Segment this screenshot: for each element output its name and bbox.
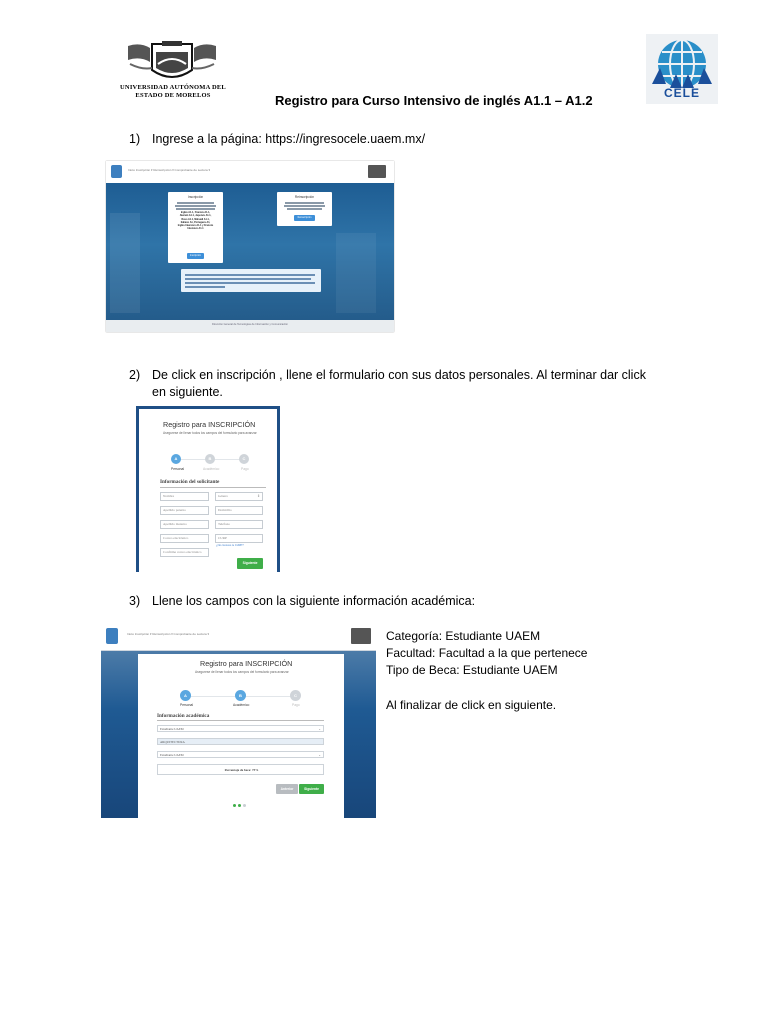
site-header: [101, 624, 376, 651]
step-label-a: Personal: [171, 467, 185, 471]
apellido-materno-input[interactable]: Apellido materno: [160, 520, 209, 529]
step-number: 1): [129, 132, 141, 146]
site-footer: Dirección General de Tecnologías de Información y Comunicación: [106, 320, 394, 332]
step-circle-b: B: [235, 690, 246, 701]
step-number: 2): [129, 368, 141, 382]
screenshot-personal-form: [136, 406, 280, 572]
cele-small-logo-icon: [106, 628, 118, 644]
site-nav[interactable]: Inicio Inscripción ▾ Reinscripción ▾ Comprobante de Lectura ▾: [127, 632, 210, 636]
pager-dot: [243, 804, 246, 807]
step-label-c: Pago: [292, 703, 300, 707]
uaem-small-logo-icon: [351, 628, 371, 644]
form-panel: [139, 409, 277, 572]
cele-small-logo-icon: [111, 165, 122, 178]
step-3: [129, 593, 729, 610]
step-label-a: Personal: [180, 703, 194, 707]
nombre-input[interactable]: Nombre: [160, 492, 209, 501]
card-title: Inscripción: [187, 195, 204, 199]
university-name: UNIVERSIDAD AUTÓNOMA DEL ESTADO DE MORELOS: [120, 84, 226, 99]
info-notice: [181, 269, 321, 292]
porcentaje-beca: Porcentaje de beca: 75%: [157, 764, 324, 775]
step-text: Llene los campos con la siguiente información académica:: [152, 594, 476, 608]
cele-logo: [646, 34, 718, 104]
categoria-select[interactable]: Estudiante UAEM ⌄: [157, 725, 324, 732]
telefono-input[interactable]: Teléfono: [215, 520, 263, 529]
step-number: 3): [129, 594, 141, 608]
siguiente-button[interactable]: Siguiente: [299, 784, 324, 794]
beca-note: Tipo de Beca: Estudiante UAEM: [386, 663, 558, 677]
curp-input[interactable]: CURP: [215, 534, 263, 543]
page-title: Registro para Curso Intensivo de inglés A1.1 – A1.2: [275, 93, 593, 108]
facultad-note: Facultad: Facultad a la que pertenece: [386, 646, 588, 660]
step-circle-c: C: [290, 690, 301, 701]
step-circle-c: C: [239, 454, 249, 464]
step-circle-b: B: [205, 454, 215, 464]
course-list: Inglés A1.1, Francés A1.1, Alemán A1.1, Japonés A1.1, Ruso A1.1, Náhuatl A1.1, Italiano A1, Portugués A1, Inglés Intensivo A1.1 y Francés Intensivo A1.1: [177, 211, 214, 231]
site-header: [106, 161, 394, 184]
inscripcion-button[interactable]: Inscripción: [187, 253, 204, 259]
curp-link[interactable]: ¿No conoces tu CURP?: [216, 544, 244, 547]
step-text-line-2: en siguiente.: [152, 385, 223, 399]
beca-select[interactable]: Estudiante UAEM ⌄: [157, 751, 324, 758]
step-text-line-1: De click en inscripción , llene el formulario con sus datos personales. Al terminar dar click: [152, 368, 646, 382]
step-text: Ingrese a la página: https://ingresocele.uaem.mx/: [152, 132, 426, 146]
step-label-b: Académico: [203, 467, 220, 471]
correo-input[interactable]: Correo electrónico: [160, 534, 209, 543]
reinscripcion-button[interactable]: Reinscripción: [294, 215, 315, 221]
step-2: [129, 367, 749, 401]
step-label-b: Académico: [233, 703, 250, 707]
form-panel: [138, 654, 344, 818]
section-title: Información académica: [157, 713, 210, 719]
inscripcion-card: [168, 192, 223, 263]
step-label-c: Pago: [241, 467, 249, 471]
card-title: Reinscripción: [294, 195, 315, 199]
screenshot-home-page: [106, 161, 394, 332]
domicilio-input[interactable]: Domicilio: [215, 506, 263, 515]
screenshot-academic-form: [101, 624, 376, 818]
confirma-correo-input[interactable]: Confirma correo electrónico: [160, 548, 209, 557]
pager-dot: [233, 804, 236, 807]
step-1: [129, 131, 729, 148]
genero-select[interactable]: Género ⇕: [215, 492, 263, 501]
uaem-small-logo-icon: [368, 165, 386, 178]
form-title: Registro para INSCRIPCIÓN: [200, 659, 293, 668]
form-title: Registro para INSCRIPCIÓN: [163, 420, 256, 429]
step-circle-a: A: [171, 454, 181, 464]
anterior-button[interactable]: Anterior: [276, 784, 298, 794]
categoria-note: Categoría: Estudiante UAEM: [386, 629, 541, 643]
form-subtitle: Asegurese de llenar todos los campos del formulario para avanzar: [195, 670, 289, 674]
form-subtitle: Asegurese de llenar todos los campos del formulario para avanzar: [163, 431, 257, 435]
hero-background: [106, 183, 394, 320]
section-title: Información del solicitante: [160, 479, 220, 485]
cele-logo-text: CELE: [663, 86, 700, 100]
apellido-paterno-input[interactable]: Apellido paterno: [160, 506, 209, 515]
final-note: Al finalizar de click en siguiente.: [386, 698, 557, 712]
site-nav[interactable]: Inicio Inscripción ▾ Reinscripción ▾ Comprobante de Lectura ▾: [128, 168, 211, 172]
siguiente-button[interactable]: Siguiente: [237, 558, 263, 569]
step-circle-a: A: [180, 690, 191, 701]
reinscripcion-card: [277, 192, 332, 226]
facultad-select[interactable]: ARQUITECTURA: [157, 738, 324, 745]
pager-dot: [238, 804, 241, 807]
